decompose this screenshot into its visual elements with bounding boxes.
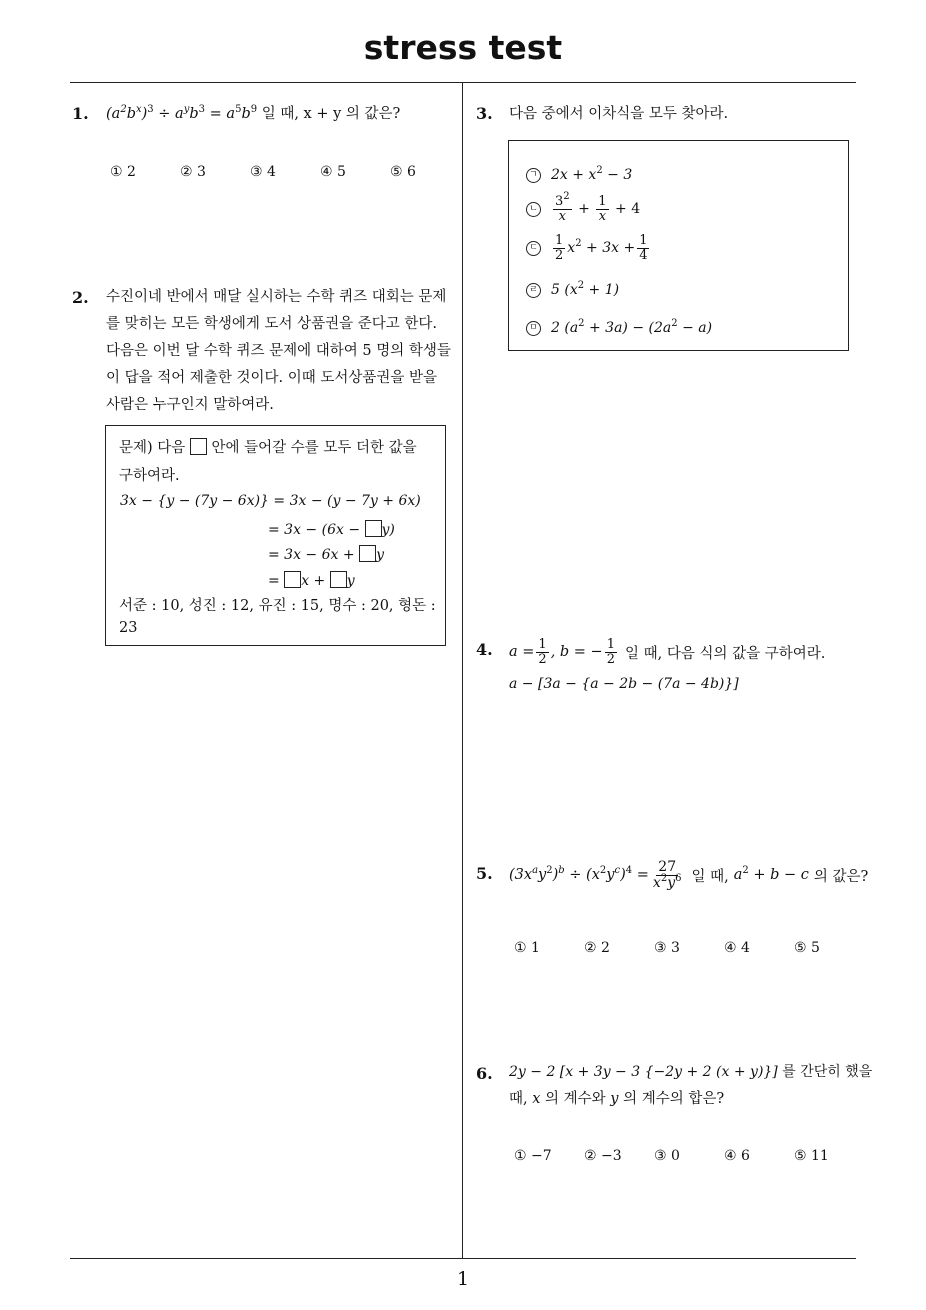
problem-1-choice[interactable]: ③ 4 (250, 164, 276, 180)
problem-6-choice[interactable]: ① −7 (514, 1148, 552, 1164)
quiz-equation-line-1: 3x − {y − (7y − 6x)} = 3x − (y − 7y + 6x) (120, 493, 421, 509)
problem-4-statement: a = $\frac{1}{2}$ , b = − $\frac{1}{2}$ 일 때, 다음 식의 값을 구하여라. (509, 637, 826, 667)
answer-blank (359, 545, 376, 562)
problem-5-choices (514, 940, 844, 956)
problem-6-choice[interactable]: ③ 0 (654, 1148, 680, 1164)
column-divider (462, 83, 463, 1258)
answer-blank (365, 520, 382, 537)
problem-5-choice[interactable]: ③ 3 (654, 940, 680, 956)
student-answers-cont: 23 (119, 620, 138, 636)
problem-5-statement: $(3x^ay^2)^b \div (x^2y^c)^4$ = $\frac{27}{x^2y^6}$ 일 때, $a^2 + b - c$ 의 값은? (509, 859, 869, 891)
problem-1-choice[interactable]: ② 3 (180, 164, 206, 180)
problem-6-statement: 2y − 2 [x + 3y − 3 {−2y + 2 (x + y)}] 를 간단히 했을 (509, 1064, 873, 1080)
problem-1-text: 일 때, x + y 의 값은? (261, 106, 401, 122)
problem-5-choice[interactable]: ④ 4 (724, 940, 750, 956)
student-answers: 서준 : 10, 성진 : 12, 유진 : 15, 명수 : 20, 형돈 : (119, 598, 436, 614)
option-marker: ㄷ (526, 241, 541, 256)
problem-5-number: 5. (476, 864, 493, 883)
problem-6-choices (514, 1148, 844, 1164)
problem-4-text: 일 때, 다음 식의 값을 구하여라. (625, 645, 826, 662)
problem-2-statement (106, 284, 456, 419)
problem-3-text: 다음 중에서 이차식을 모두 찾아라. (509, 106, 729, 122)
problem-1-number: 1. (72, 104, 89, 123)
page-number: 1 (456, 1268, 470, 1290)
problem-2-line: 이 답을 적어 제출한 것이다. 이때 도서상품권을 받을 (106, 370, 438, 386)
problem-2-line: 수진이네 반에서 매달 실시하는 수학 퀴즈 대회는 문제 (106, 289, 447, 305)
quiz-question-line2: 구하여라. (119, 468, 180, 484)
quiz-question: 문제) 다음 안에 들어갈 수를 모두 더한 값을 (119, 440, 417, 456)
problem-6-number: 6. (476, 1064, 493, 1083)
problem-6-choice[interactable]: ⑤ 11 (794, 1148, 829, 1164)
problem-5-choice[interactable]: ② 2 (584, 940, 610, 956)
quiz-equation-line-2: = 3x − (6x − y) (268, 522, 395, 538)
option-marker: ㄴ (526, 202, 541, 217)
option-a[interactable]: ㄱ $2x + x^2 - 3$ (526, 167, 632, 183)
answer-blank (190, 438, 207, 455)
option-marker: ㄹ (526, 283, 541, 298)
problem-1-choice[interactable]: ⑤ 6 (390, 164, 416, 180)
answer-blank (284, 571, 301, 588)
problem-6-statement-cont: 때, x 의 계수와 y 의 계수의 합은? (509, 1091, 725, 1107)
problem-2-line: 다음은 이번 달 수학 퀴즈 문제에 대하여 5 명의 학생들 (106, 343, 451, 359)
problem-2-line: 사람은 누구인지 말하여라. (106, 397, 274, 413)
problem-5-choice[interactable]: ⑤ 5 (794, 940, 820, 956)
problem-3-options-box (508, 140, 849, 351)
option-c[interactable]: ㄷ $\frac{1}{2}$ $x^2 + 3x$ + $\frac{1}{4}$ (526, 234, 651, 262)
problem-6-choice[interactable]: ② −3 (584, 1148, 622, 1164)
problem-1-choices (110, 164, 450, 180)
option-b[interactable]: ㄴ $\frac{3^2}{x}$ + $\frac{1}{x}$ + 4 (526, 195, 640, 223)
answer-blank (330, 571, 347, 588)
quiz-equation-line-4: = x + y (268, 573, 355, 589)
option-marker: ㄱ (526, 168, 541, 183)
problem-2-line: 를 맞히는 모든 학생에게 도서 상품권을 준다고 한다. (106, 316, 438, 332)
option-marker: ㅁ (526, 321, 541, 336)
problem-2-quiz-box (105, 425, 446, 646)
problem-2-number: 2. (72, 288, 89, 307)
problem-1-statement: $(a^2b^x)^3 \div a^yb^3 = a^5b^9$ 일 때, x + y 의 값은? (106, 104, 401, 122)
page-title: stress test (363, 28, 563, 67)
problem-3-number: 3. (476, 104, 493, 123)
top-rule (70, 82, 856, 83)
option-e[interactable]: ㅁ 2 $(a^2 + 3a) - (2a^2 - a)$ (526, 320, 712, 336)
problem-4-expression: a − [3a − {a − 2b − (7a − 4b)}] (509, 676, 739, 692)
problem-6-choice[interactable]: ④ 6 (724, 1148, 750, 1164)
bottom-rule (70, 1258, 856, 1259)
quiz-equation-line-3: = 3x − 6x + y (268, 547, 384, 563)
problem-1-choice[interactable]: ① 2 (110, 164, 136, 180)
problem-1-choice[interactable]: ④ 5 (320, 164, 346, 180)
problem-5-choice[interactable]: ① 1 (514, 940, 540, 956)
problem-4-number: 4. (476, 640, 493, 659)
option-d[interactable]: ㄹ 5 $(x^2 + 1)$ (526, 282, 619, 298)
